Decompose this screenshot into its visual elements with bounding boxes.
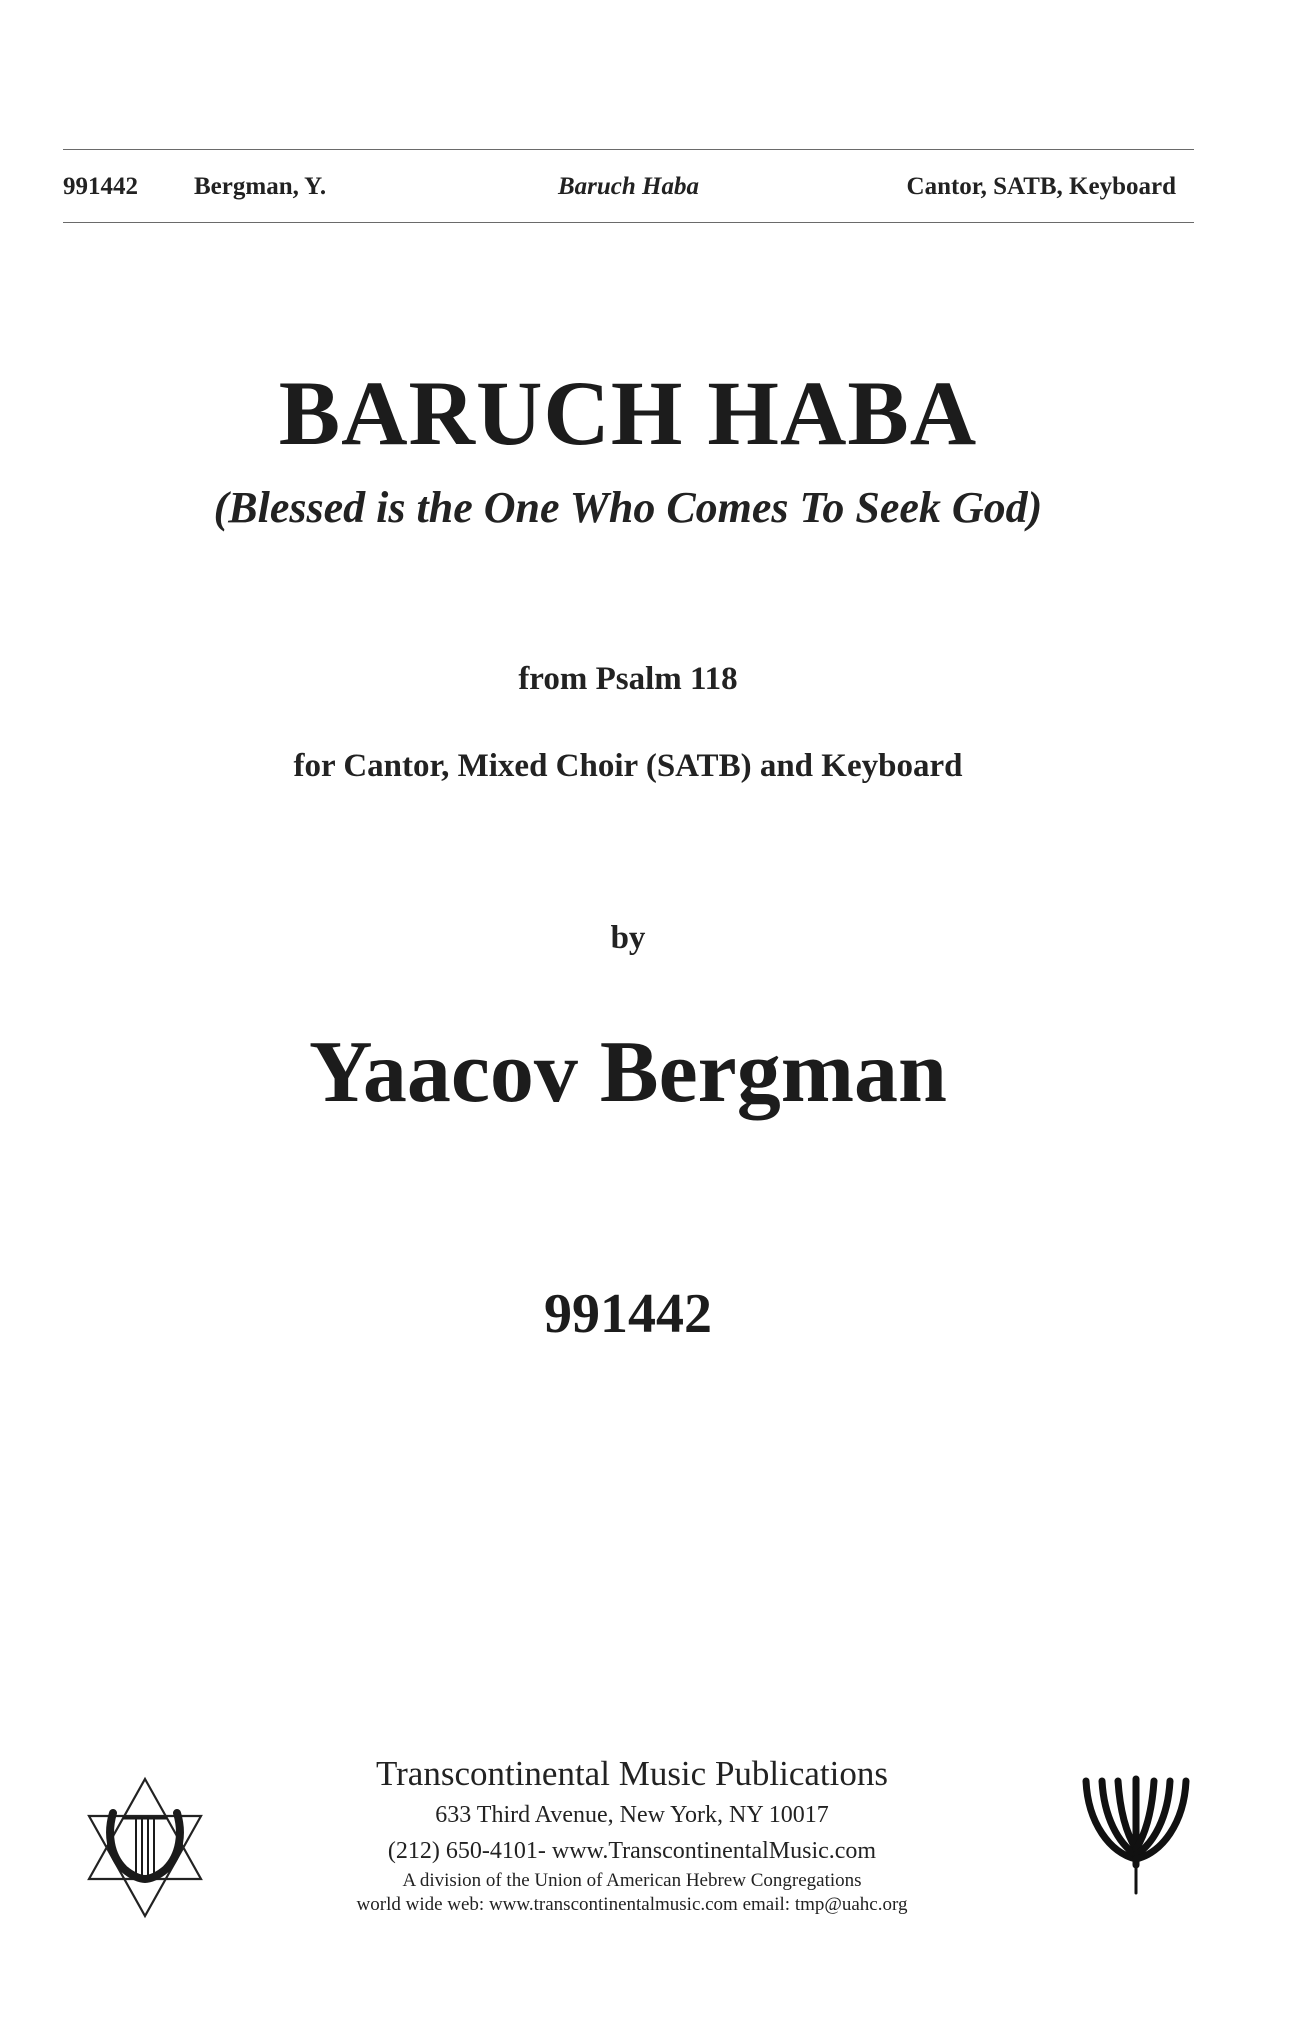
header-voicing: Cantor, SATB, Keyboard (906, 173, 1176, 200)
menorah-icon (1076, 1775, 1196, 1897)
header-catalog-number: 991442 (63, 173, 138, 200)
publisher-division: A division of the Union of American Hebrew Congregations (402, 1870, 862, 1891)
header-composer: Bergman, Y. (194, 173, 327, 200)
by-line: by (610, 920, 646, 956)
scoring-line: for Cantor, Mixed Choir (SATB) and Keyboard (293, 748, 963, 784)
publisher-contact: (212) 650-4101- www.TranscontinentalMusic.com (387, 1838, 877, 1864)
header-row (63, 173, 1194, 207)
publisher-name: Transcontinental Music Publications (375, 1754, 888, 1793)
publisher-block (300, 1753, 964, 1917)
header-bottom-rule (63, 222, 1194, 223)
text-source: from Psalm 118 (518, 661, 738, 697)
catalog-number: 991442 (544, 1283, 712, 1345)
publisher-address: 633 Third Avenue, New York, NY 10017 (435, 1802, 829, 1828)
header-top-rule (63, 149, 1194, 150)
star-of-david-lyre-icon (80, 1775, 210, 1920)
composer-name: Yaacov Bergman (309, 1024, 947, 1121)
page-title: BARUCH HABA (278, 362, 978, 464)
page-subtitle: (Blessed is the One Who Comes To Seek God) (213, 483, 1043, 532)
publisher-web: world wide web: www.transcontinentalmusic.com email: tmp@uahc.org (356, 1894, 908, 1915)
header-title: Baruch Haba (557, 173, 699, 200)
